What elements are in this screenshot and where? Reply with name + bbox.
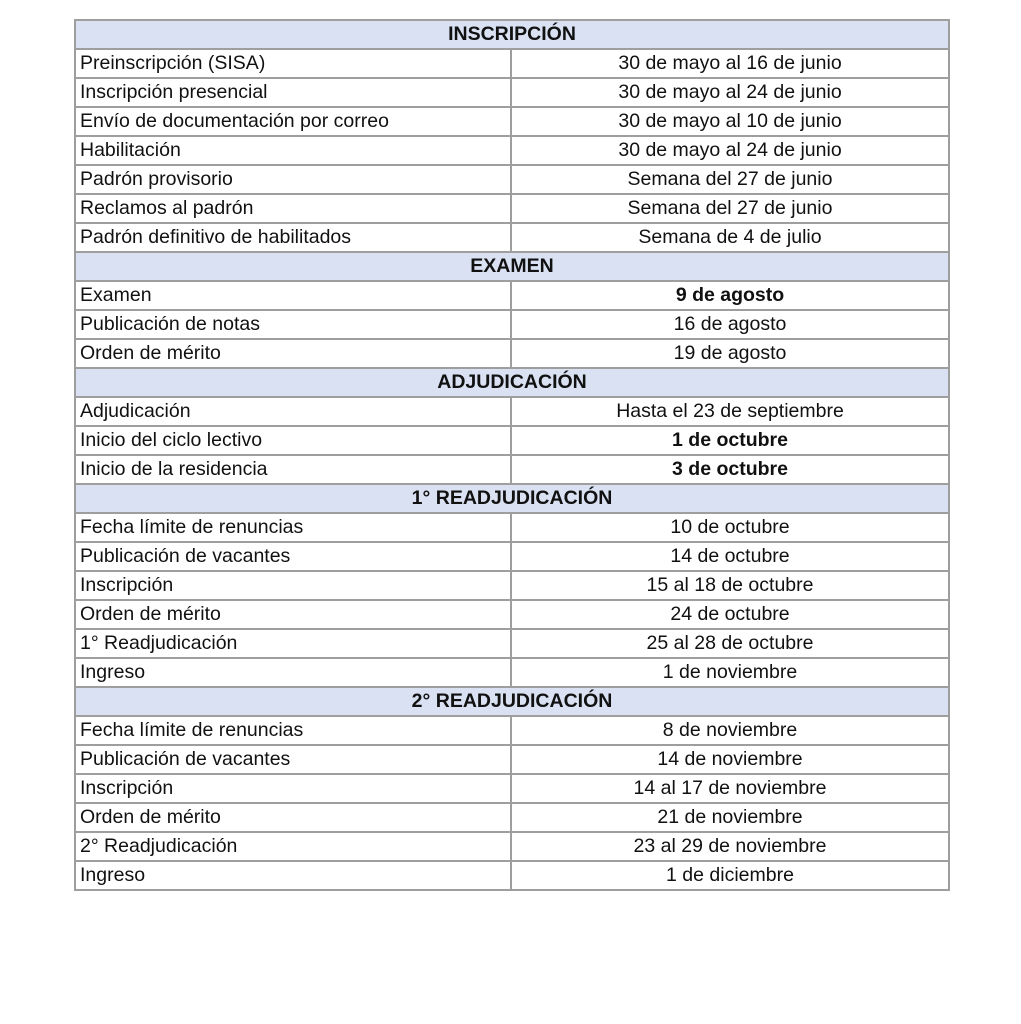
event-label: Ingreso	[75, 861, 511, 890]
event-date: 1 de diciembre	[511, 861, 949, 890]
event-label: Orden de mérito	[75, 339, 511, 368]
event-date: 1 de octubre	[511, 426, 949, 455]
table-row	[75, 223, 949, 252]
event-label: Inscripción presencial	[75, 78, 511, 107]
table-row	[75, 600, 949, 629]
event-label: Inscripción	[75, 571, 511, 600]
event-label: Preinscripción (SISA)	[75, 49, 511, 78]
event-label: Habilitación	[75, 136, 511, 165]
table-row	[75, 571, 949, 600]
table-row	[75, 165, 949, 194]
event-label: Inscripción	[75, 774, 511, 803]
section-title: EXAMEN	[75, 252, 949, 281]
event-label: Publicación de vacantes	[75, 745, 511, 774]
section-title: 2° READJUDICACIÓN	[75, 687, 949, 716]
event-label: Padrón definitivo de habilitados	[75, 223, 511, 252]
schedule-table-body	[75, 20, 949, 890]
event-label: 2° Readjudicación	[75, 832, 511, 861]
table-row	[75, 542, 949, 571]
table-row	[75, 194, 949, 223]
event-date: 16 de agosto	[511, 310, 949, 339]
event-date: 9 de agosto	[511, 281, 949, 310]
table-row	[75, 310, 949, 339]
section-title: INSCRIPCIÓN	[75, 20, 949, 49]
table-row	[75, 397, 949, 426]
table-row	[75, 832, 949, 861]
event-label: Fecha límite de renuncias	[75, 513, 511, 542]
event-label: Publicación de vacantes	[75, 542, 511, 571]
table-row	[75, 107, 949, 136]
table-row	[75, 513, 949, 542]
section-header-row	[75, 368, 949, 397]
event-date: Semana del 27 de junio	[511, 194, 949, 223]
event-date: 3 de octubre	[511, 455, 949, 484]
event-date: Hasta el 23 de septiembre	[511, 397, 949, 426]
table-row	[75, 716, 949, 745]
event-label: Inicio del ciclo lectivo	[75, 426, 511, 455]
event-date: 1 de noviembre	[511, 658, 949, 687]
event-date: 25 al 28 de octubre	[511, 629, 949, 658]
event-label: Examen	[75, 281, 511, 310]
event-label: Ingreso	[75, 658, 511, 687]
event-label: 1° Readjudicación	[75, 629, 511, 658]
table-row	[75, 281, 949, 310]
event-date: Semana del 27 de junio	[511, 165, 949, 194]
event-label: Reclamos al padrón	[75, 194, 511, 223]
event-date: Semana de 4 de julio	[511, 223, 949, 252]
table-row	[75, 339, 949, 368]
event-date: 8 de noviembre	[511, 716, 949, 745]
event-label: Adjudicación	[75, 397, 511, 426]
table-row	[75, 49, 949, 78]
section-title: ADJUDICACIÓN	[75, 368, 949, 397]
section-header-row	[75, 20, 949, 49]
event-date: 10 de octubre	[511, 513, 949, 542]
event-date: 30 de mayo al 16 de junio	[511, 49, 949, 78]
event-date: 23 al 29 de noviembre	[511, 832, 949, 861]
table-row	[75, 774, 949, 803]
event-label: Inicio de la residencia	[75, 455, 511, 484]
event-date: 21 de noviembre	[511, 803, 949, 832]
event-date: 30 de mayo al 24 de junio	[511, 78, 949, 107]
table-row	[75, 426, 949, 455]
event-label: Orden de mérito	[75, 600, 511, 629]
section-header-row	[75, 484, 949, 513]
event-label: Padrón provisorio	[75, 165, 511, 194]
event-date: 14 de octubre	[511, 542, 949, 571]
event-date: 14 de noviembre	[511, 745, 949, 774]
table-row	[75, 136, 949, 165]
event-label: Publicación de notas	[75, 310, 511, 339]
table-row	[75, 803, 949, 832]
section-header-row	[75, 687, 949, 716]
table-row	[75, 78, 949, 107]
event-date: 24 de octubre	[511, 600, 949, 629]
table-row	[75, 455, 949, 484]
table-row	[75, 745, 949, 774]
table-row	[75, 629, 949, 658]
event-date: 30 de mayo al 10 de junio	[511, 107, 949, 136]
event-date: 30 de mayo al 24 de junio	[511, 136, 949, 165]
event-date: 14 al 17 de noviembre	[511, 774, 949, 803]
section-header-row	[75, 252, 949, 281]
event-date: 19 de agosto	[511, 339, 949, 368]
event-label: Orden de mérito	[75, 803, 511, 832]
event-label: Envío de documentación por correo	[75, 107, 511, 136]
schedule-table	[74, 19, 950, 891]
table-row	[75, 658, 949, 687]
table-row	[75, 861, 949, 890]
event-date: 15 al 18 de octubre	[511, 571, 949, 600]
event-label: Fecha límite de renuncias	[75, 716, 511, 745]
section-title: 1° READJUDICACIÓN	[75, 484, 949, 513]
